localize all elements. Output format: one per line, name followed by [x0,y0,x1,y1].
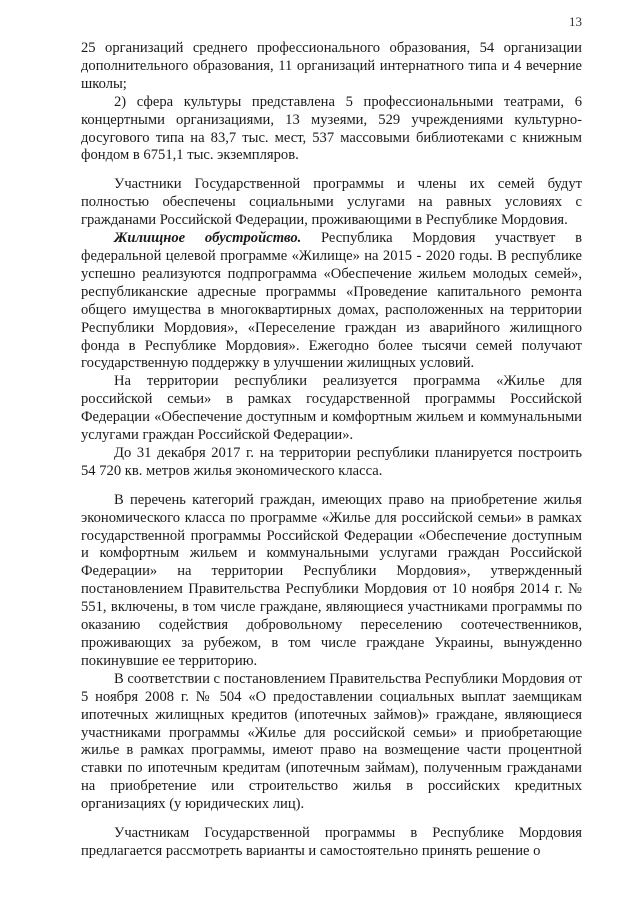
paragraph-participants-options: Участникам Государственной программы в Республике Мордовия предлагается рассмотреть варианты и самостоятельно принять решение о [81,825,582,859]
paragraph-mortgage-compensation: В соответствии с постановлением Правительства Республики Мордовия от 5 ноября 2008 г. № 504 «О предоставлении социальных выплат заемщикам ипотечных жилищных кредитов (ипотечных займов)» граждане, являющиеся участниками программы «Жилье для российской семьи» и приобретающие жилье в рамках программы, имеют право на возмещение части процентной ставки по ипотечным кредитам (ипотечным займам), полученным гражданами на приобретение или строительство жилья в российских кредитных организациях (у юридических лиц). [81,670,582,813]
body-text [81,40,582,861]
paragraph-eligible-categories: В перечень категорий граждан, имеющих право на приобретение жилья экономического класса по программе «Жилье для российской семьи» в рамках государственной программы Российской Федерации «Обеспечение доступным и комфортным жильем и коммунальными услугами граждан Российской Федерации» на территории Республики Мордовия», утвержденный постановлением Правительства Республики Мордовия от 10 ноября 2014 г. № 551, включены, в том числе граждане, являющиеся участниками программы по оказанию содействия добровольному переселению соотечественников, проживающих за рубежом, в том числе граждане Украины, вынужденно покинувшие ее территорию. [81,491,582,669]
paragraph-education-continued: 25 организаций среднего профессионального образования, 54 организации дополнительного образования, 11 организаций интернатного типа и 4 вечерние школы; [81,40,582,92]
paragraph-housing-text: Республика Мордовия участвует в федеральной целевой программе «Жилище» на 2015 - 2020 годы. В республике успешно реализуются подпрограмма «Обеспечение жильем молодых семей», республиканские адресные программы «Проведение капитального ремонта общего имущества в многоквартирных домах, расположенных на территории Республики Мордовия», «Переселение граждан из аварийного жилищного фонда в Республике Мордовия». Ежегодно более тысячи семей получают государственную поддержку в улучшении жилищных условий. [81,230,582,372]
paragraph-culture-sphere: 2) сфера культуры представлена 5 профессиональными театрами, 6 концертными организациями, 13 музеями, 529 учреждениями культурно-досугового типа на 83,7 тыс. мест, 537 массовыми библиотеками с книжным фондом в 6751,1 тыс. экземпляров. [81,93,582,164]
paragraph-housing [81,230,582,373]
section-heading-housing: Жилищное обустройство. [114,230,302,247]
paragraph-housing-program: На территории республики реализуется программа «Жилье для российской семьи» в рамках государственной программы Российской Федерации «Обеспечение доступным и комфортным жильем и коммунальными услугами граждан Российской Федерации». [81,373,582,444]
paragraph-social-services: Участники Государственной программы и члены их семей будут полностью обеспечены социальными услугами на равных условиях с гражданами Российской Федерации, проживающими в Республике Мордовия. [81,176,582,229]
page-number: 13 [569,14,582,29]
paragraph-construction-plan: До 31 декабря 2017 г. на территории республики планируется построить 54 720 кв. метров жилья экономического класса. [81,444,582,479]
